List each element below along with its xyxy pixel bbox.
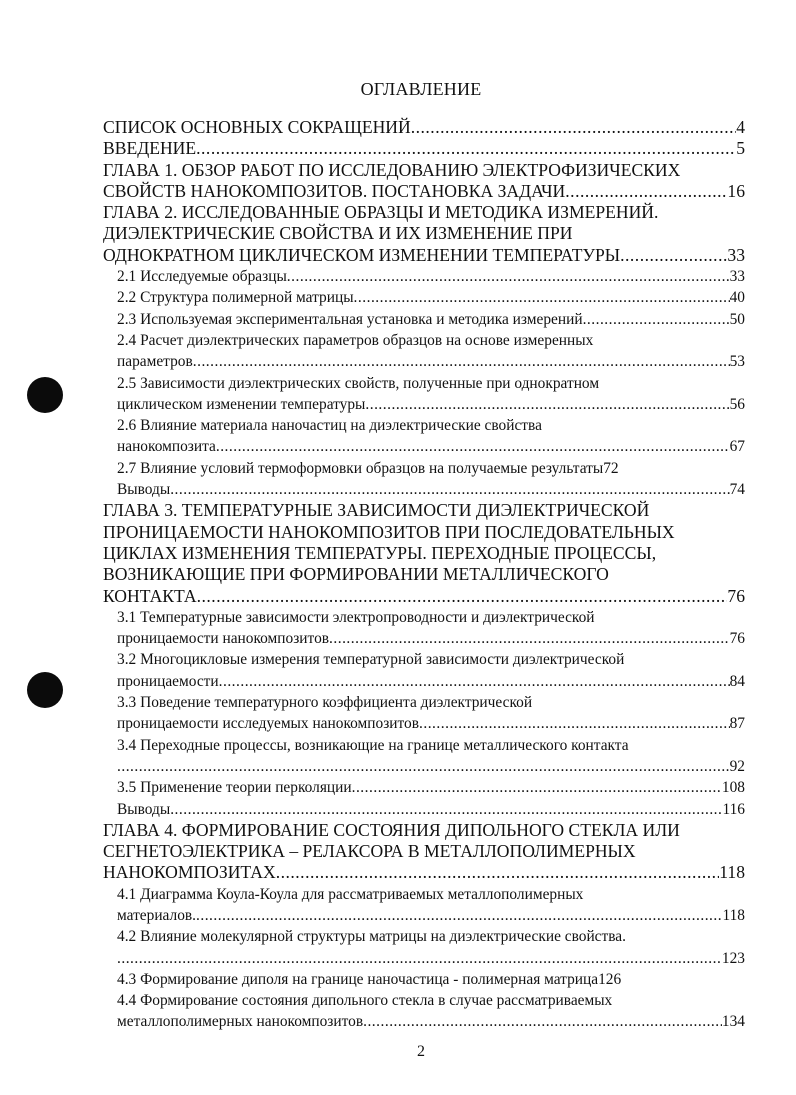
punch-hole-top — [27, 377, 63, 413]
toc-entry-text: ОДНОКРАТНОМ ЦИКЛИЧЕСКОМ ИЗМЕНЕНИИ ТЕМПЕРАТУРЫ — [103, 244, 621, 265]
toc-section-line — [103, 1011, 745, 1032]
toc-page-number: 123 — [721, 949, 745, 967]
table-of-contents — [103, 117, 745, 1033]
toc-entry-text: 3.1 Температурные зависимости электропроводности и диэлектрической — [117, 608, 595, 626]
toc-entry-text: СВОЙСТВ НАНОКОМПОЗИТОВ. ПОСТАНОВКА ЗАДАЧИ — [103, 180, 566, 201]
toc-section-line — [103, 373, 745, 394]
toc-section-line — [103, 649, 745, 670]
toc-section-line — [103, 713, 745, 734]
toc-page-number: 116 — [722, 800, 745, 818]
toc-chapter-line — [103, 223, 745, 244]
toc-dot-leader — [329, 628, 730, 649]
toc-entry-text: нанокомпозита — [117, 438, 216, 456]
toc-page-number: 56 — [729, 395, 745, 413]
toc-entry-text: проницаемости нанокомпозитов — [117, 630, 330, 648]
toc-section-line — [103, 969, 745, 990]
toc-page-number: 134 — [721, 1013, 745, 1031]
toc-section-line — [103, 884, 745, 905]
toc-section-line — [103, 671, 745, 692]
toc-page-number: 53 — [729, 353, 745, 371]
toc-entry-text: Выводы — [117, 481, 171, 499]
toc-entry-text: 3.4 Переходные процессы, возникающие на границе металлического контакта — [117, 736, 629, 754]
toc-section-line — [103, 735, 745, 756]
toc-dot-leader — [276, 862, 720, 883]
toc-chapter-line — [103, 245, 745, 266]
toc-dot-leader — [219, 671, 730, 692]
toc-entry-text: 2.6 Влияние материала наночастиц на диэлектрические свойства — [117, 417, 542, 435]
toc-section-line — [103, 479, 745, 500]
toc-entry-text: 2.1 Исследуемые образцы — [117, 268, 287, 286]
toc-chapter-line — [103, 586, 745, 607]
toc-chapter-line — [103, 117, 745, 138]
toc-section-line — [103, 287, 745, 308]
page-title: ОГЛАВЛЕНИЕ — [360, 79, 482, 99]
toc-chapter-line — [103, 181, 745, 202]
toc-entry-text: СПИСОК ОСНОВНЫХ СОКРАЩЕНИЙ — [103, 117, 411, 137]
toc-page-number: 67 — [729, 438, 745, 456]
toc-dot-leader — [354, 287, 730, 308]
toc-page-number: 4 — [736, 117, 745, 137]
toc-entry-text: материалов. — [117, 906, 197, 924]
toc-section-line — [103, 330, 745, 351]
toc-entry-text: 4.3 Формирование диполя на границе наночастица - полимерная матрица126 — [117, 970, 622, 988]
toc-chapter-line — [103, 820, 745, 841]
toc-dot-leader — [565, 181, 727, 202]
toc-entry-text: ДИЭЛЕКТРИЧЕСКИЕ СВОЙСТВА И ИХ ИЗМЕНЕНИЕ ПРИ — [103, 223, 573, 244]
toc-section-line — [103, 309, 745, 330]
toc-chapter-line — [103, 500, 745, 521]
toc-section-line — [103, 990, 745, 1011]
toc-entry-text: ГЛАВА 1. ОБЗОР РАБОТ ПО ИССЛЕДОВАНИЮ ЭЛЕКТРОФИЗИЧЕСКИХ — [103, 159, 681, 180]
toc-page-number: 50 — [729, 310, 745, 328]
toc-entry-text: 2.2 Структура полимерной матрицы — [117, 289, 354, 307]
toc-dot-leader — [197, 586, 728, 607]
toc-section-line — [103, 756, 745, 777]
toc-entry-text: НАНОКОМПОЗИТАХ — [103, 862, 276, 883]
toc-section-line — [103, 415, 745, 436]
toc-dot-leader — [352, 777, 722, 798]
toc-chapter-line — [103, 202, 745, 223]
toc-entry-text: 2.7 Влияние условий термоформовки образцов на получаемые результаты72 — [117, 459, 619, 477]
toc-dot-leader — [365, 394, 729, 415]
toc-entry-text: 2.4 Расчет диэлектрических параметров образцов на основе измеренных — [117, 331, 594, 349]
toc-dot-leader — [419, 713, 730, 734]
punch-hole-bottom — [27, 672, 63, 708]
toc-entry-text: ВОЗНИКАЮЩИЕ ПРИ ФОРМИРОВАНИИ МЕТАЛЛИЧЕСКОГО — [103, 564, 609, 585]
toc-section-line — [103, 394, 745, 415]
toc-section-line — [103, 266, 745, 287]
toc-page-number: 76 — [729, 630, 745, 648]
toc-section-line — [103, 351, 745, 372]
toc-entry-text: ГЛАВА 3. ТЕМПЕРАТУРНЫЕ ЗАВИСИМОСТИ ДИЭЛЕКТРИЧЕСКОЙ — [103, 500, 650, 521]
toc-dot-leader — [170, 799, 722, 820]
toc-entry-text: ГЛАВА 2. ИССЛЕДОВАННЫЕ ОБРАЗЦЫ И МЕТОДИКА ИЗМЕРЕНИЙ. — [103, 202, 659, 223]
toc-page-number: 92 — [729, 757, 745, 775]
toc-chapter-line — [103, 543, 745, 564]
toc-entry-text: ПРОНИЦАЕМОСТИ НАНОКОМПОЗИТОВ ПРИ ПОСЛЕДОВАТЕЛЬНЫХ — [103, 521, 675, 542]
toc-section-line — [103, 692, 745, 713]
toc-section-line — [103, 458, 745, 479]
toc-dot-leader — [170, 479, 729, 500]
toc-page-number: 33 — [729, 268, 745, 286]
toc-chapter-line — [103, 862, 745, 883]
toc-page-number: 87 — [729, 715, 745, 733]
toc-entry-text: 4.4 Формирование состояния дипольного стекла в случае рассматриваемых — [117, 992, 613, 1010]
toc-entry-text: ГЛАВА 4. ФОРМИРОВАНИЕ СОСТОЯНИЯ ДИПОЛЬНОГО СТЕКЛА ИЛИ — [103, 819, 680, 840]
toc-page-number: 74 — [729, 481, 745, 499]
toc-dot-leader — [117, 948, 722, 969]
toc-section-line — [103, 607, 745, 628]
toc-page-number: 76 — [727, 585, 745, 606]
toc-entry-text: СЕГНЕТОЭЛЕКТРИКА – РЕЛАКСОРА В МЕТАЛЛОПОЛИМЕРНЫХ — [103, 841, 636, 862]
toc-chapter-line — [103, 564, 745, 585]
toc-dot-leader — [363, 1011, 722, 1032]
toc-entry-text: циклическом изменении температуры — [117, 395, 366, 413]
toc-dot-leader — [193, 351, 730, 372]
toc-dot-leader — [411, 117, 737, 138]
toc-entry-text: проницаемости — [117, 672, 219, 690]
toc-entry-text: проницаемости исследуемых нанокомпозитов — [117, 715, 420, 733]
toc-page-number: 16 — [727, 180, 745, 201]
toc-dot-leader — [287, 266, 730, 287]
toc-dot-leader — [620, 245, 727, 266]
toc-chapter-line — [103, 841, 745, 862]
toc-dot-leader — [196, 905, 722, 926]
toc-page-number: 5 — [736, 138, 745, 159]
toc-entry-text: 4.1 Диаграмма Коула-Коула для рассматриваемых металлополимерных — [117, 885, 584, 903]
toc-dot-leader — [196, 138, 736, 159]
toc-section-line — [103, 799, 745, 820]
toc-section-line — [103, 926, 745, 947]
toc-page-number: 33 — [727, 244, 745, 265]
toc-page-number: 40 — [729, 289, 745, 307]
toc-entry-text: 4.2 Влияние молекулярной структуры матрицы на диэлектрические свойства. — [117, 928, 626, 946]
toc-entry-text: 3.3 Поведение температурного коэффициента диэлектрической — [117, 694, 533, 712]
toc-section-line — [103, 905, 745, 926]
toc-entry-text: 2.3 Используемая экспериментальная установка и методика измерений — [117, 310, 583, 328]
toc-entry-text: КОНТАКТА — [103, 585, 197, 606]
toc-section-line — [103, 948, 745, 969]
toc-dot-leader — [216, 436, 730, 457]
toc-entry-text: Выводы — [117, 800, 171, 818]
toc-entry-text: 2.5 Зависимости диэлектрических свойств, полученные при однократном — [117, 374, 600, 392]
toc-page-number: 118 — [722, 906, 745, 924]
toc-entry-text: ВВЕДЕНИЕ — [103, 138, 197, 159]
toc-entry-text: 3.5 Применение теории перколяции — [117, 779, 352, 797]
toc-dot-leader — [583, 309, 730, 330]
toc-entry-text: параметров — [117, 353, 193, 371]
toc-page-number: 108 — [721, 779, 745, 797]
toc-section-line — [103, 628, 745, 649]
toc-entry-text: ЦИКЛАХ ИЗМЕНЕНИЯ ТЕМПЕРАТУРЫ. ПЕРЕХОДНЫЕ ПРОЦЕССЫ, — [103, 542, 657, 563]
toc-dot-leader — [117, 756, 730, 777]
toc-section-line — [103, 777, 745, 798]
toc-chapter-line — [103, 522, 745, 543]
toc-entry-text: 3.2 Многоцикловые измерения температурной зависимости диэлектрической — [117, 651, 625, 669]
toc-page-number: 118 — [719, 862, 745, 883]
toc-page-number: 84 — [729, 672, 745, 690]
page-number: 2 — [417, 1043, 425, 1060]
toc-chapter-line — [103, 160, 745, 181]
toc-chapter-line — [103, 138, 745, 159]
toc-section-line — [103, 436, 745, 457]
toc-entry-text: металлополимерных нанокомпозитов — [117, 1013, 364, 1031]
